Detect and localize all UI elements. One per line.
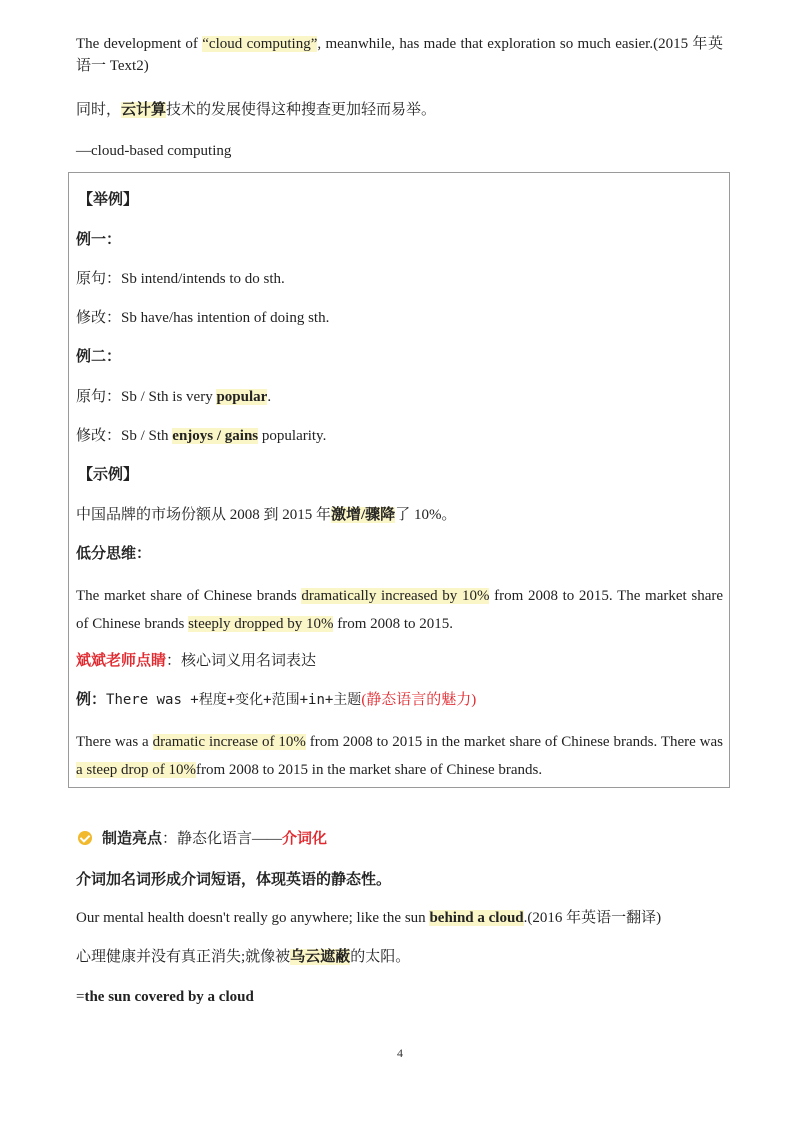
intro-alternative: —cloud-based computing [76,143,232,159]
pattern-line: 例：There was +程度+变化+范围+in+主题(静态语言的魅力) [76,692,477,708]
example-two-modified: 修改：Sb / Sth enjoys / gains popularity. [76,428,327,444]
demo-chinese-sentence: 中国品牌的市场份额从 2008 到 2015 年激增/骤降了 10%。 [76,507,457,523]
page-number: 4 [397,1046,403,1060]
example-one-label: 例一： [76,232,122,248]
example-one-modified: 修改：Sb have/has intention of doing sth. [76,310,330,326]
example-heading: 【举例】 [78,192,139,208]
check-badge-icon [78,831,92,845]
low-score-paragraph: The market share of Chinese brands dramatically increased by 10% from 2008 to 2015. The market share of Chinese brands steeply dropped by 10% from 2008 to 2015. [76,588,724,632]
example-two-label: 例二： [76,349,122,365]
demo-heading: 【示例】 [78,467,139,483]
low-score-label: 低分思维： [76,546,152,562]
intro-english-sentence: The development of “cloud computing”, meanwhile, has made that exploration so much easier.(2015 年英语一 Text2) [76,36,723,74]
section-chinese-sentence: 心理健康并没有真正消失;就像被乌云遮蔽的太阳。 [76,949,411,965]
highlight-cloud-computing: “cloud computing” [202,36,318,52]
example-two-original: 原句：Sb / Sth is very popular. [76,389,272,405]
intro-chinese-sentence: 同时，云计算技术的发展使得这种搜查更加轻而易举。 [76,102,437,118]
high-score-paragraph: There was a dramatic increase of 10% from 2008 to 2015 in the market share of Chinese brands. There was a steep drop of 10%from 2008 to 2015 in the market share of Chinese brands. [76,734,723,778]
section-subtitle: 介词加名词形成介词短语，体现英语的静态性。 [76,872,392,888]
section-equivalent: =the sun covered by a cloud [76,989,254,1005]
teacher-tip: 斌斌老师点睛：核心词义用名词表达 [76,653,317,669]
example-one-original: 原句：Sb intend/intends to do sth. [76,271,285,287]
section-english-sentence: Our mental health doesn't really go anywhere; like the sun behind a cloud.(2016 年英语一翻译) [76,910,662,926]
section-title: 制造亮点：静态化语言——介词化 [78,828,327,850]
